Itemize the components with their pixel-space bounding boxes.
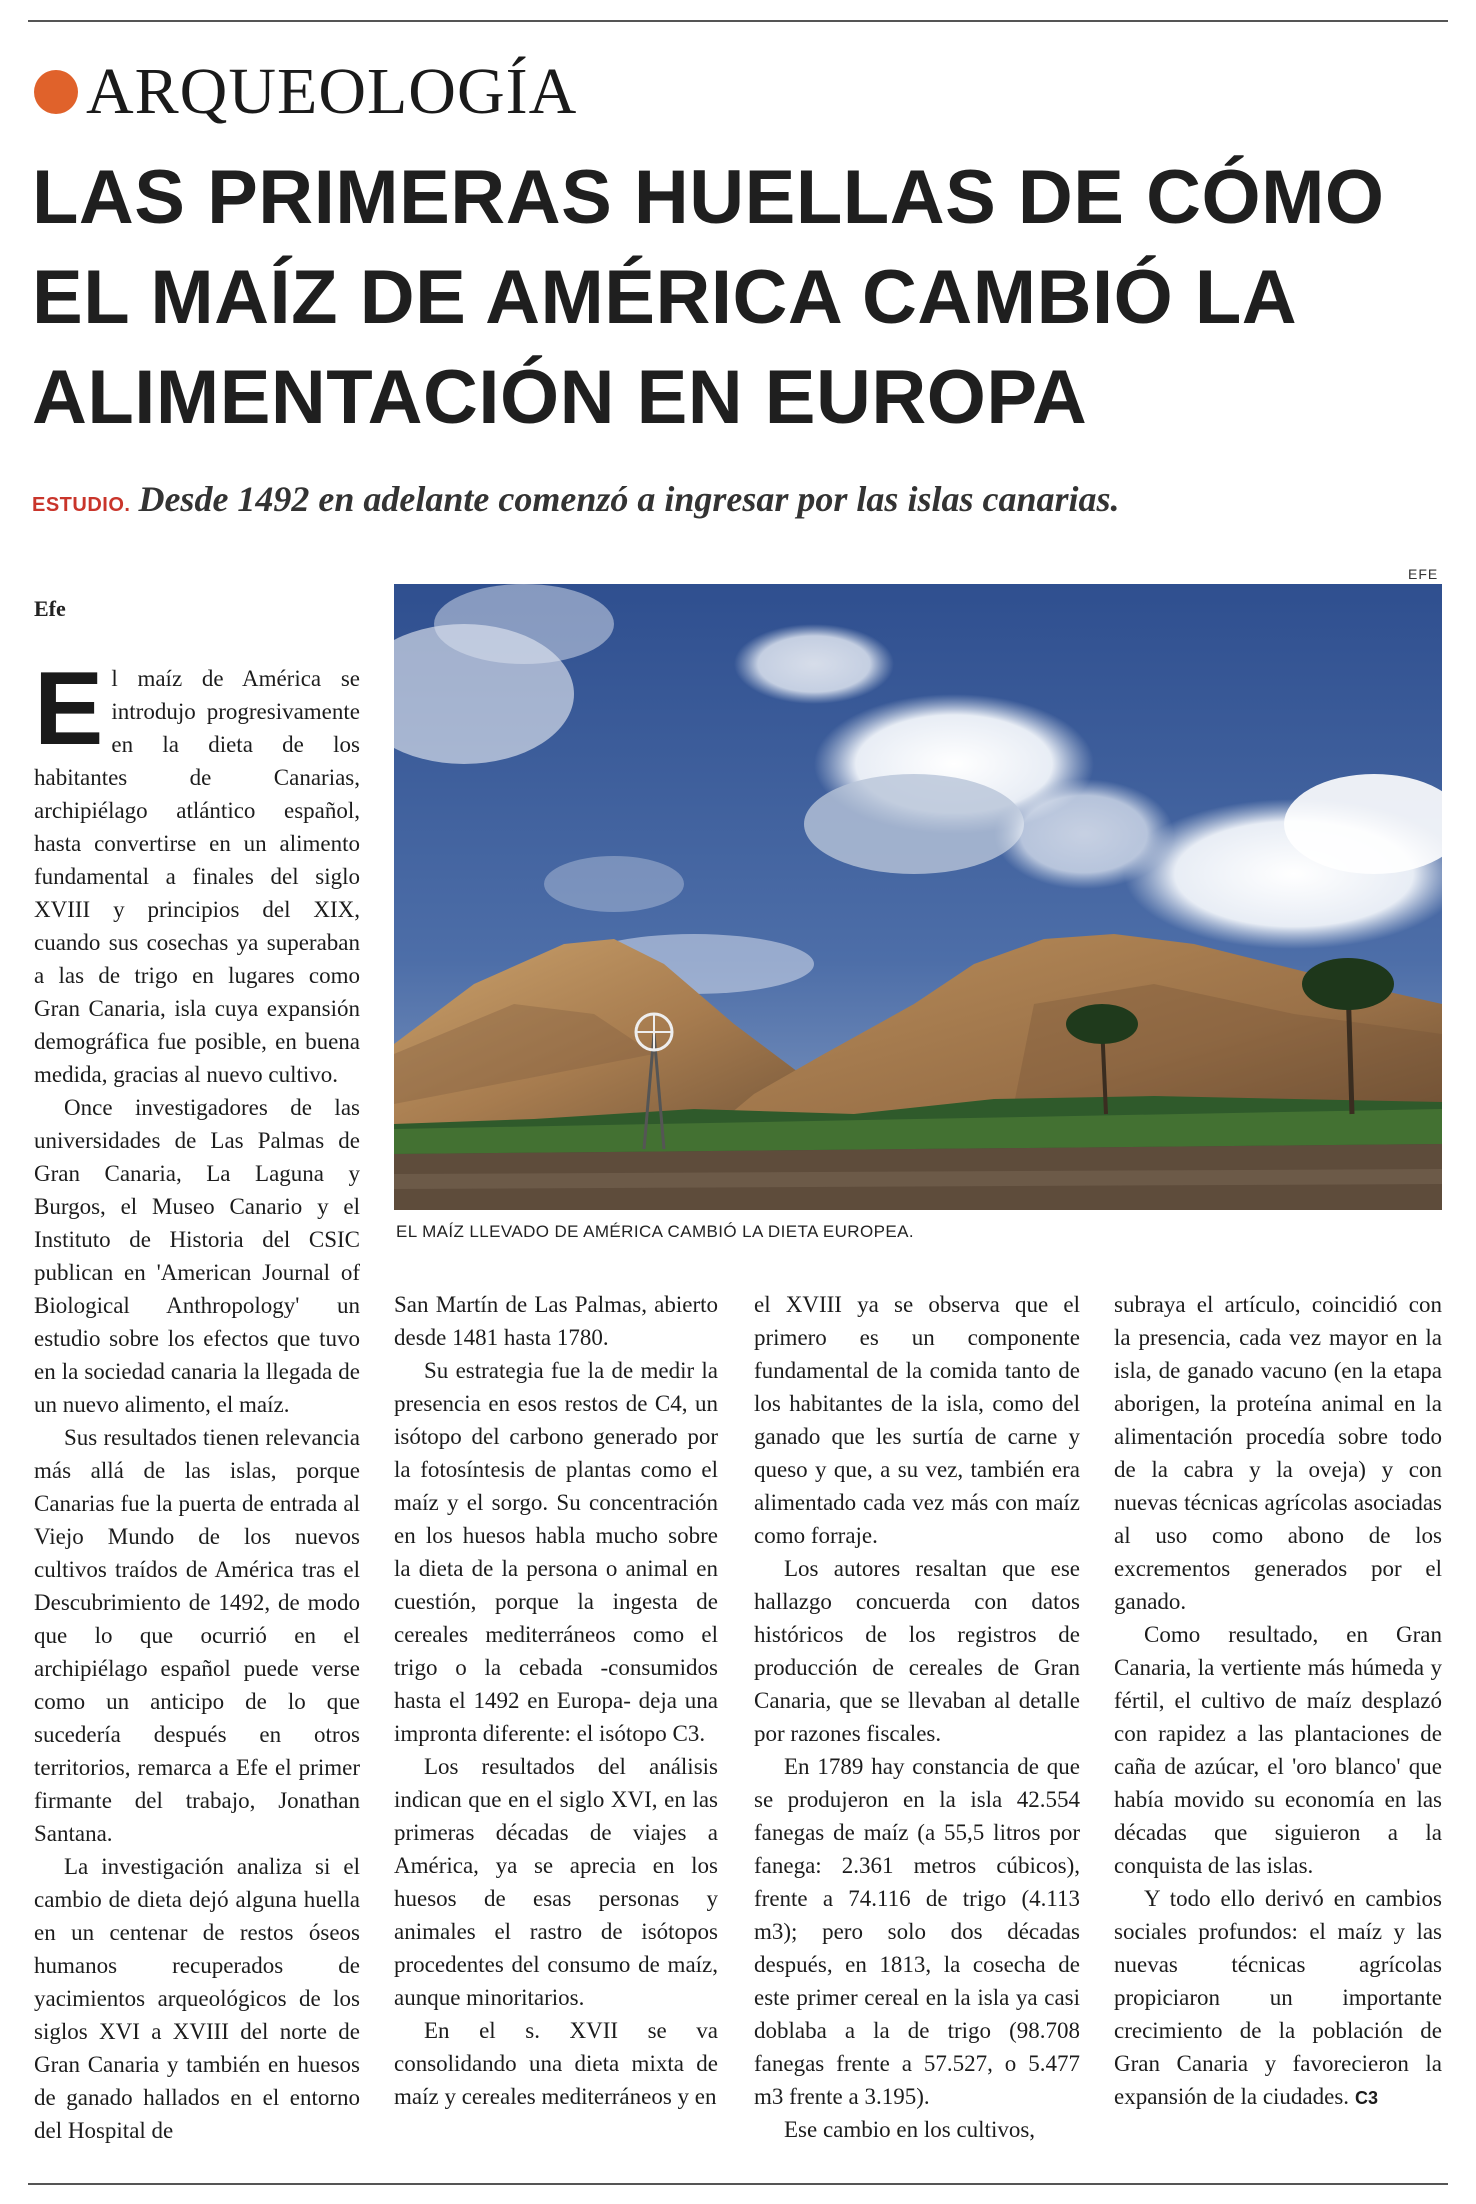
headline — [32, 148, 1452, 448]
article-photo — [394, 584, 1442, 1210]
column-1 — [34, 662, 360, 2172]
dropcap: E — [34, 662, 104, 767]
paragraph-7: En el s. XVII se va consolidando una dieta mixta de maíz y cereales mediterráneos y en — [394, 2018, 718, 2109]
paragraph-9: En 1789 hay constancia de que se produjeron en la isla 42.554 fanegas de maíz (a 55,5 litros por fanega: 2.361 metros cúbicos), frente a 74.116 de trigo (4.113 m3); pero solo dos décadas después, en 1813, la cosecha de este primer cereal en la isla ya casi doblaba a la de trigo (98.708 fanegas frente a 57.527, o 5.477 m3 frente a 3.195). — [754, 1754, 1080, 2109]
section-label: ARQUEOLOGÍA — [86, 55, 578, 128]
paragraph-10: Ese cambio en los cultivos, — [784, 2117, 1036, 2142]
end-mark-icon: C3 — [1355, 2088, 1379, 2108]
paragraph-6: Los resultados del análisis indican que en el siglo XVI, en las primeras décadas de viajes a América, ya se aprecia en los huesos de esas personas y animales el rastro de isótopos procedentes del consumo de maíz, aunque minoritarios. — [394, 1754, 718, 2010]
column-4 — [1114, 1288, 1442, 2172]
deck — [32, 478, 1452, 538]
paragraph-7-cont: el XVIII ya se observa que el primero es un componente fundamental de la comida tanto de los habitantes de la isla, como del ganado que les surtía de carne y queso y que, a su vez, también era alimentado cada vez más con maíz como forraje. — [754, 1292, 1080, 1548]
section-dot-icon — [34, 70, 78, 114]
paragraph-4-cont: San Martín de Las Palmas, abierto desde 1481 hasta 1780. — [394, 1292, 718, 1350]
photo-caption: EL MAÍZ LLEVADO DE AMÉRICA CAMBIÓ LA DIETA EUROPEA. — [396, 1222, 914, 1241]
paragraph-10-cont: subraya el artículo, coincidió con la presencia, cada vez mayor en la isla, de ganado vacuno (en la etapa aborigen, la proteína animal en la alimentación procedía sobre todo de la cabra y la oveja) y con nuevas técnicas agrícolas asociadas al uso como abono de los excrementos generados por el ganado. — [1114, 1292, 1442, 1614]
landscape-image — [394, 584, 1442, 1210]
deck-kicker: ESTUDIO. — [32, 494, 131, 516]
column-2 — [394, 1288, 718, 2172]
paragraph-5: Su estrategia fue la de medir la presencia en esos restos de C4, un isótopo del carbono generado por la fotosíntesis de plantas como el maíz y el sorgo. Su concentración en los huesos habla mucho sobre la dieta de la persona o animal en cuestión, porque la ingesta de cereales mediterráneos como el trigo o la cebada -consumidos hasta el 1492 en Europa- deja una impronta diferente: el isótopo C3. — [394, 1358, 718, 1746]
paragraph-12: Y todo ello derivó en cambios sociales profundos: el maíz y las nuevas técnicas agrícolas propiciaron un importante crecimiento de la población de Gran Canaria y favorecieron la expansión de la ciudades. C3 — [1114, 1886, 1442, 2109]
column-3 — [754, 1288, 1080, 2172]
paragraph-1: El maíz de América se introdujo progresivamente en la dieta de los habitantes de Canarias, archipiélago atlántico español, hasta convertirse en un alimento fundamental a finales del siglo XVIII y principios del XIX, cuando sus cosechas ya superaban a las de trigo en lugares como Gran Canaria, isla cuya expansión demográfica fue posible, en buena medida, gracias al nuevo cultivo. — [34, 662, 360, 1087]
paragraph-3: Sus resultados tienen relevancia más allá de las islas, porque Canarias fue la puerta de entrada al Viejo Mundo de los nuevos cultivos traídos de América tras el Descubrimiento de 1492, de modo que lo que ocurrió en el archipiélago español puede verse como un anticipo de lo que sucedería después en otros territorios, remarca a Efe el primer firmante del trabajo, Jonathan Santana. — [34, 1425, 360, 1846]
headline-line-3: ALIMENTACIÓN EN EUROPA — [32, 355, 1088, 440]
top-rule — [28, 20, 1448, 22]
byline: Efe — [34, 596, 66, 621]
paragraph-4: La investigación analiza si el cambio de dieta dejó alguna huella en un centenar de restos óseos humanos recuperados de yacimientos arqueológicos de los siglos XVI a XVIII del norte de Gran Canaria y también en huesos de ganado hallados en el entorno del Hospital de — [34, 1854, 360, 2143]
paragraph-8: Los autores resaltan que ese hallazgo concuerda con datos históricos de los registros de producción de cereales de Gran Canaria, que se llevaban al detalle por razones fiscales. — [754, 1556, 1080, 1746]
paragraph-11: Como resultado, en Gran Canaria, la vertiente más húmeda y fértil, el cultivo de maíz desplazó con rapidez a las plantaciones de caña de azúcar, el 'oro blanco' que había movido su economía en las décadas que siguieron a la conquista de las islas. — [1114, 1622, 1442, 1878]
paragraph-2: Once investigadores de las universidades de Las Palmas de Gran Canaria, La Laguna y Burgos, el Museo Canario y el Instituto de Historia del CSIC publican en 'American Journal of Biological Anthropology' un estudio sobre los efectos que tuvo en la sociedad canaria la llegada de un nuevo alimento, el maíz. — [34, 1095, 360, 1417]
headline-line-1: LAS PRIMERAS HUELLAS DE CÓMO — [32, 155, 1385, 240]
section-header — [34, 52, 577, 132]
headline-line-2: EL MAÍZ DE AMÉRICA CAMBIÓ LA — [32, 255, 1298, 340]
photo-credit: EFE — [1408, 566, 1439, 582]
deck-text: Desde 1492 en adelante comenzó a ingresar por las islas canarias. — [138, 479, 1120, 519]
bottom-rule — [28, 2183, 1448, 2185]
